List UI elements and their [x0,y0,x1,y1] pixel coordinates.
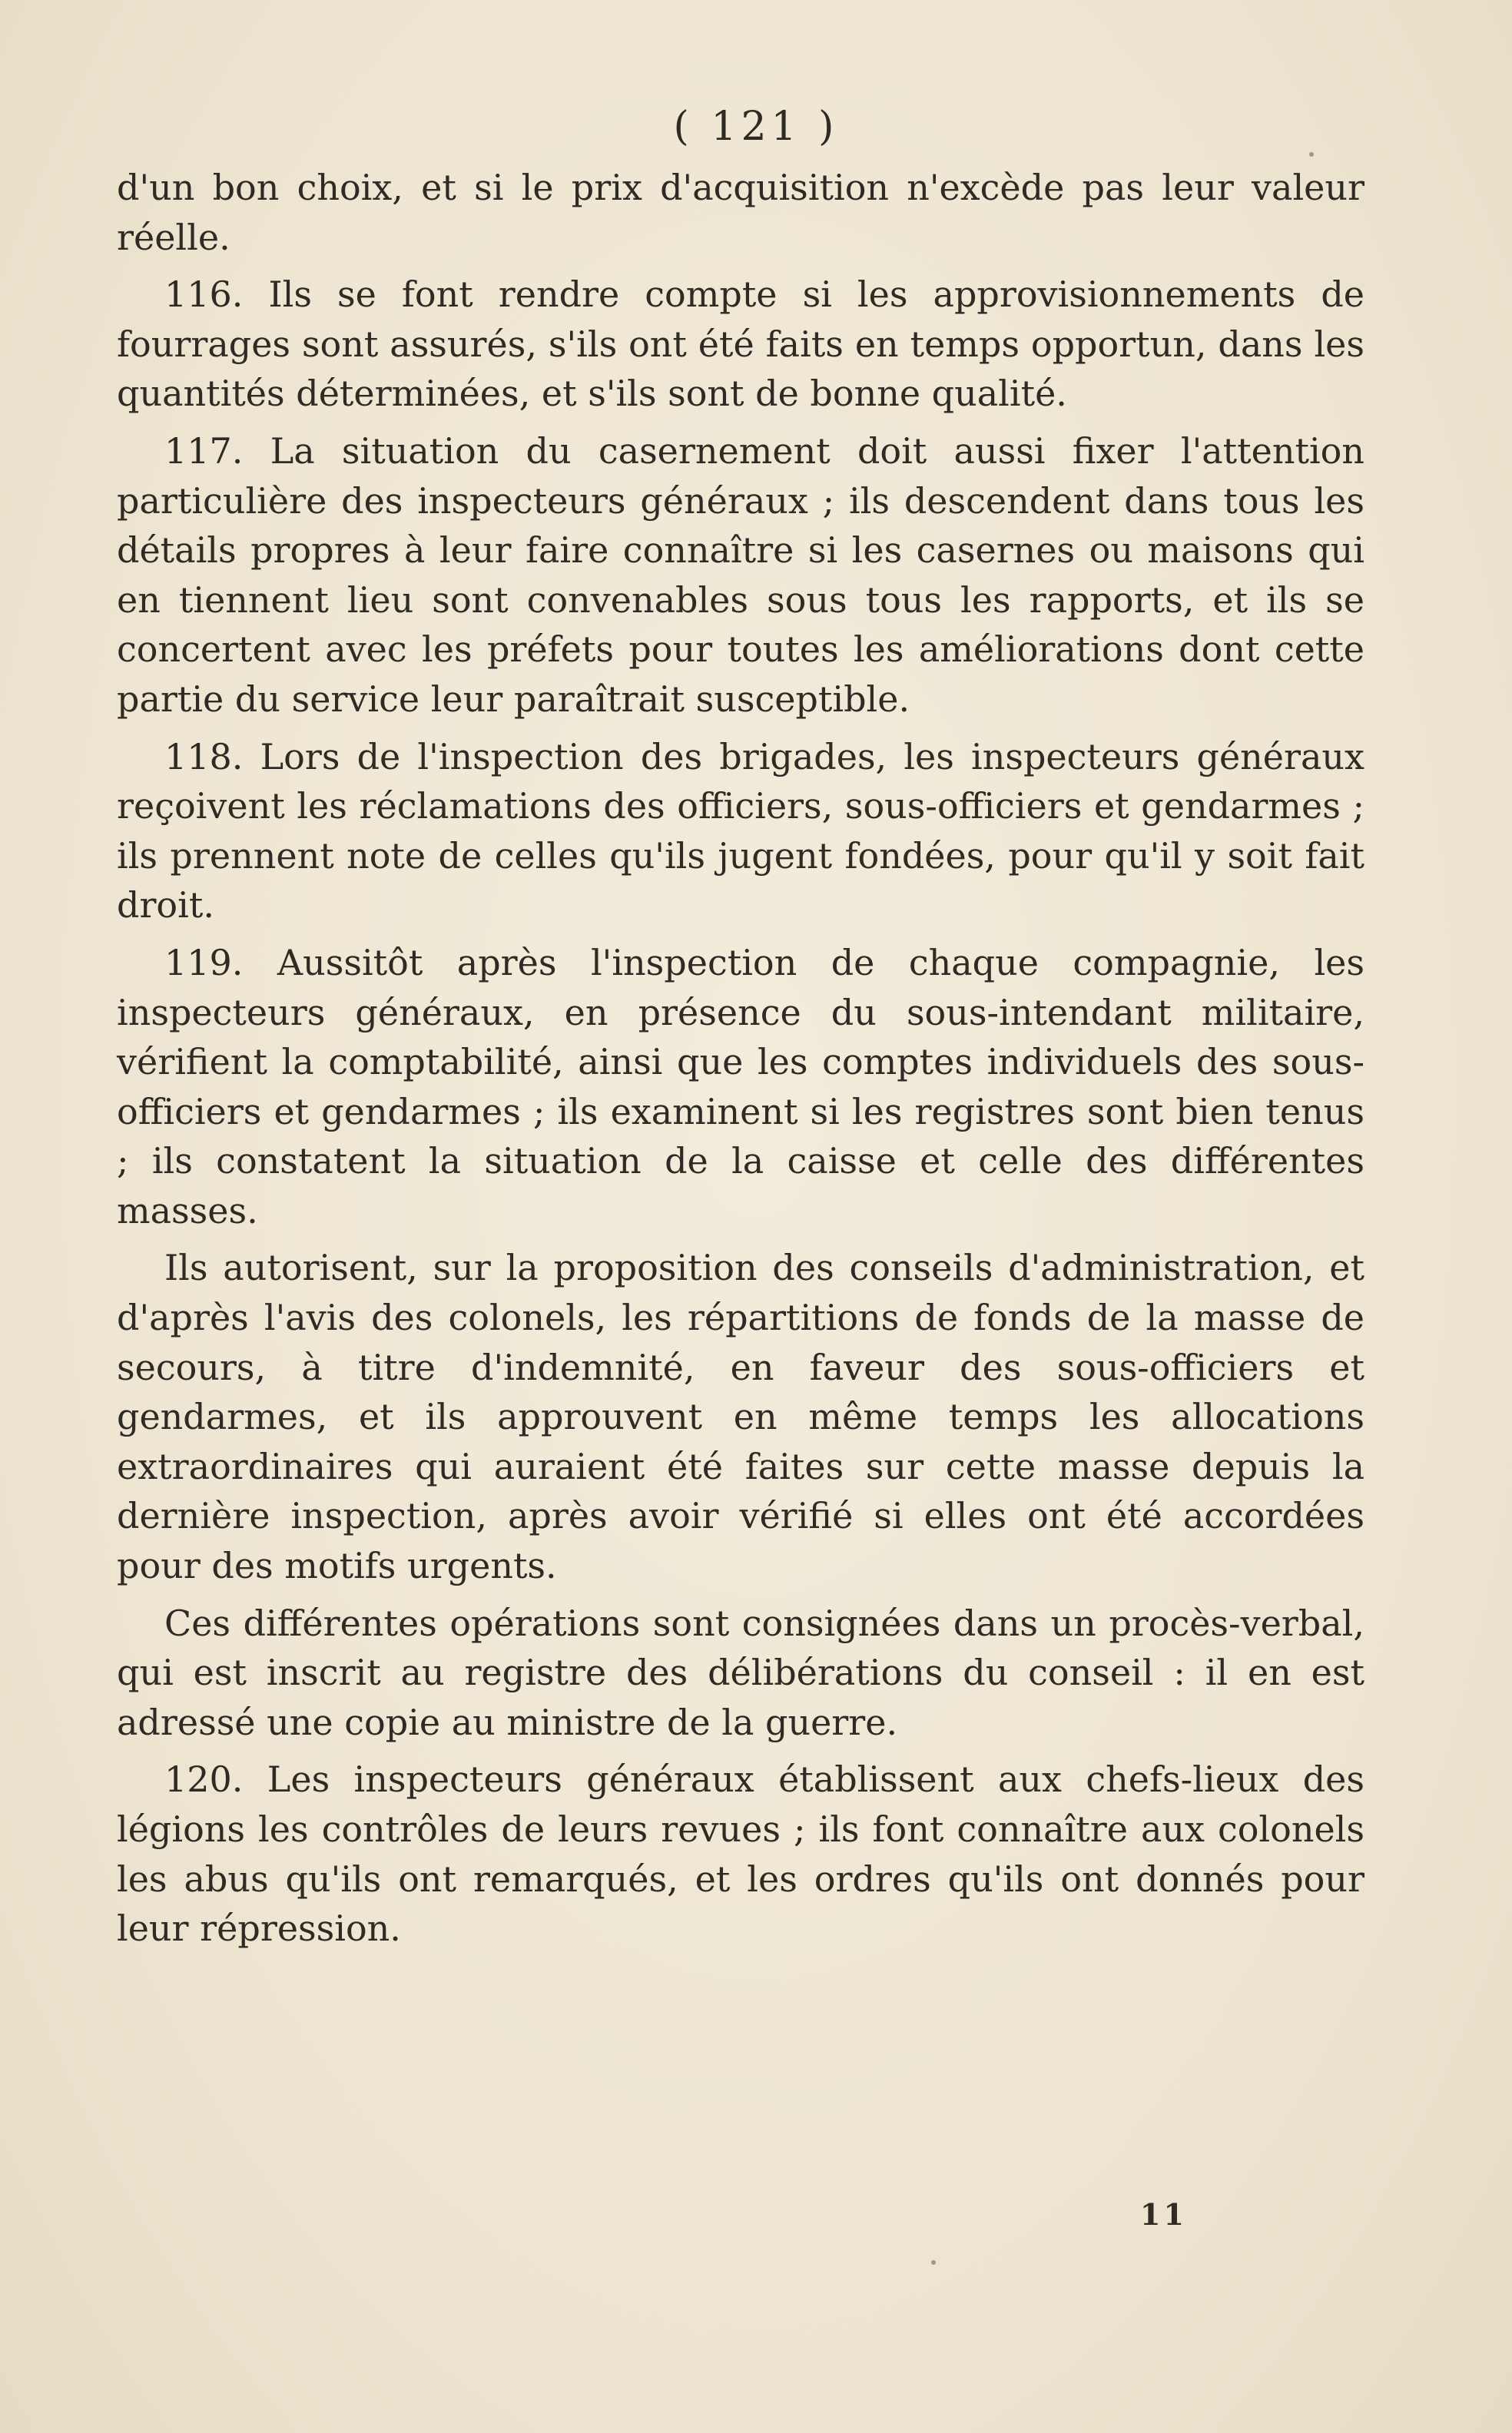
paragraph-text: d'un bon choix, et si le prix d'acquisition n'excède pas leur valeur réelle. [117,167,1364,258]
paragraph-text: Lors de l'inspection des brigades, les inspecteurs généraux reçoivent les réclamations des officiers, sous-officiers et gendarmes ; ils prennent note de celles qu'ils jugent fondées, pour qu'il y soit fait droit. [117,735,1365,926]
paragraph-text: La situation du casernement doit aussi fixer l'attention particulière des inspecteurs généraux ; ils descendent dans tous les détails propres à leur faire connaître si les casernes ou maisons qui en tiennent lieu sont convenables sous tous les rapports, et ils se concertent avec les préfets pour toutes les améliorations dont cette partie du service leur paraîtrait susceptible. [117,429,1364,720]
paragraph-article-119 [117,938,1364,1236]
paragraph-proces-verbal [117,1599,1364,1748]
body-text [117,163,1364,1961]
article-number: 119. [164,941,244,983]
ink-speck [1309,152,1314,157]
ink-speck [931,2260,936,2265]
article-number: 116. [164,273,244,316]
paragraph-text: Les inspecteurs généraux établissent aux chefs-lieux des légions les contrôles de leurs revues ; ils font connaître aux colonels les abus qu'ils ont remarqués, et les ordres qu'ils ont donnés pour leur répression. [117,1758,1365,1950]
paragraph-article-120 [117,1755,1364,1953]
paragraph-text: Ces différentes opérations sont consignées dans un procès-verbal, qui est inscrit au registre des délibérations du conseil : il en est adressé une copie au ministre de la guerre. [117,1602,1364,1743]
paragraph-article-117 [117,426,1364,724]
paragraph-continued [117,163,1364,262]
page-number: ( 121 ) [673,104,839,150]
paragraph-text: Ils autorisent, sur la proposition des conseils d'administration, et d'après l'avis des colonels, les répartitions de fonds de la masse de secours, à titre d'indemnité, en faveur des sous-officiers et gendarmes, et ils approuvent en même temps les allocations extraordinaires qui auraient été faites sur cette masse depuis la dernière inspection, après avoir vérifié si elles ont été accordées pour des motifs urgents. [117,1247,1364,1587]
paragraph-authorisations [117,1243,1364,1590]
paragraph-article-118 [117,732,1364,930]
paragraph-text: Aussitôt après l'inspection de chaque compagnie, les inspecteurs généraux, en présence du sous-intendant militaire, vérifient la comptabilité, ainsi que les comptes individuels des sous-officiers et gendarmes ; ils examinent si les registres sont bien tenus ; ils constatent la situation de la caisse et celle des différentes masses. [117,941,1364,1231]
paragraph-text: Ils se font rendre compte si les approvisionnements de fourrages sont assurés, s'ils ont été faits en temps opportun, dans les quantités déterminées, et s'ils sont de bonne qualité. [117,273,1364,415]
signature-mark: 11 [1140,2197,1187,2232]
article-number: 117. [164,429,244,472]
article-number: 120. [164,1758,244,1801]
paragraph-article-116 [117,270,1364,419]
article-number: 118. [164,735,244,777]
